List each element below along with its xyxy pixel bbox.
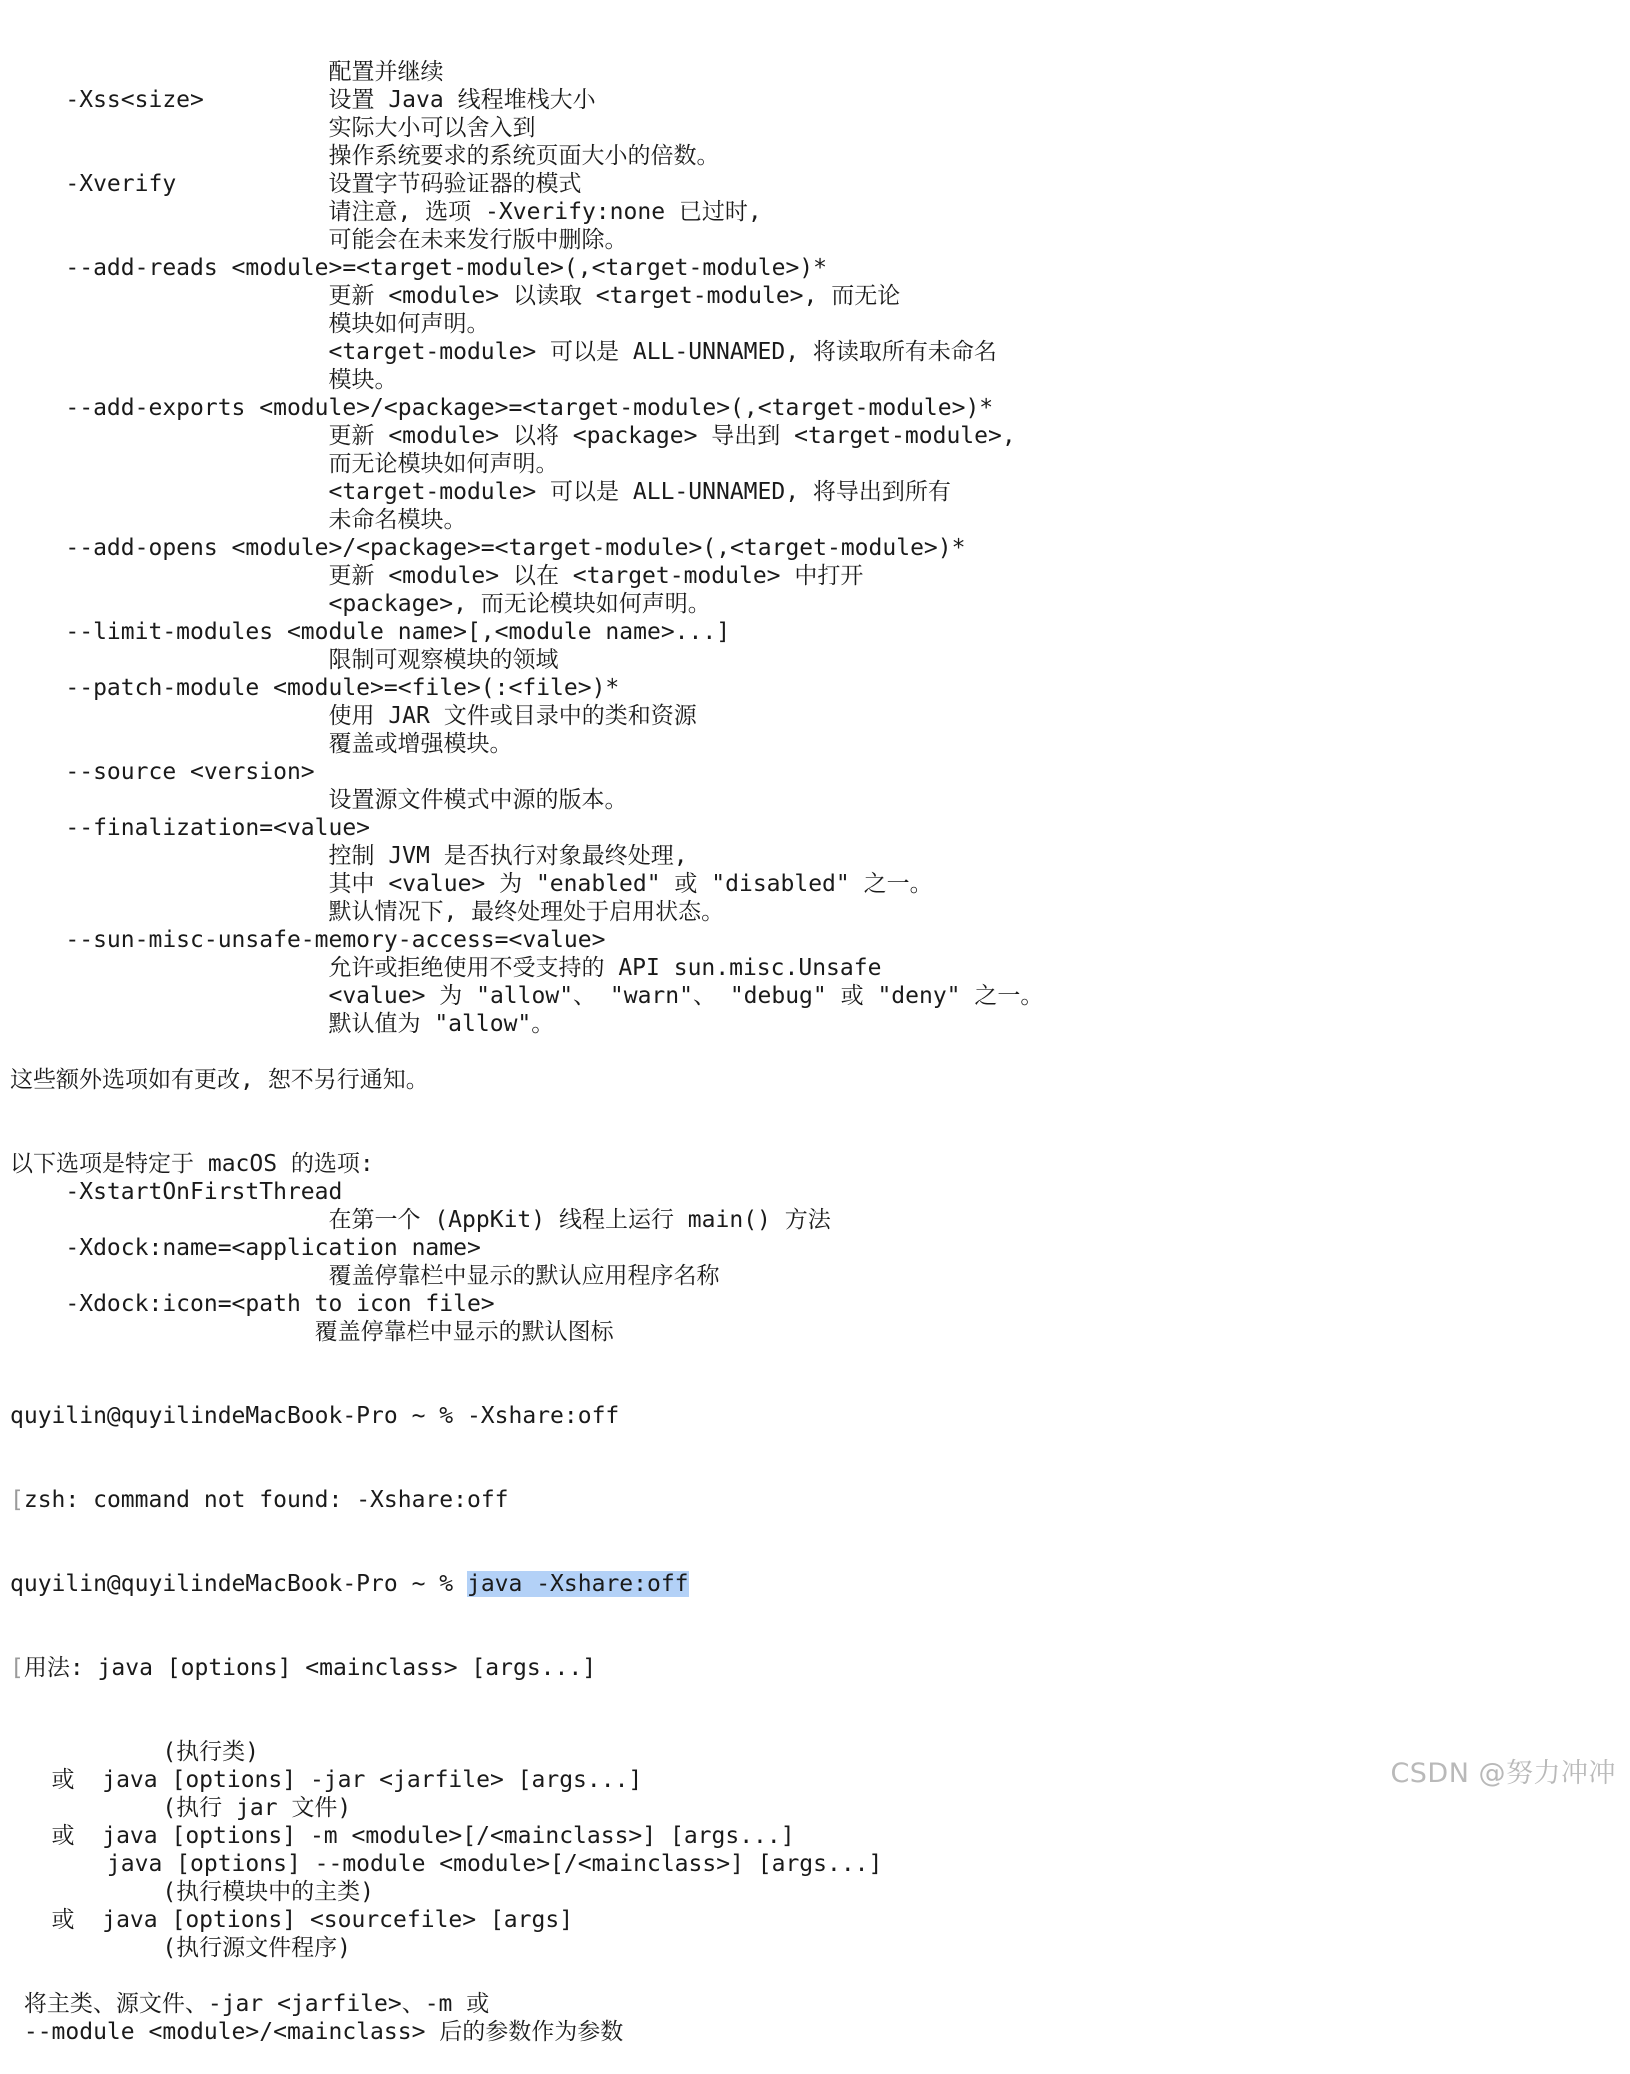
terminal-line: --add-reads <module>=<target-module>(,<target-module>)* xyxy=(10,255,827,281)
terminal-line: 操作系统要求的系统页面大小的倍数。 xyxy=(10,143,720,169)
terminal-line: <target-module> 可以是 ALL-UNNAMED, 将导出到所有 xyxy=(10,479,951,505)
terminal-line: --limit-modules <module name>[,<module name>...] xyxy=(10,619,731,645)
terminal-line: 覆盖停靠栏中显示的默认图标 xyxy=(10,1319,614,1345)
terminal-line: 在第一个 (AppKit) 线程上运行 main() 方法 xyxy=(10,1207,831,1233)
usage-line: (执行源文件程序) xyxy=(10,1935,352,1961)
usage-line: (执行类) xyxy=(10,1739,260,1765)
terminal-line: 限制可观察模块的领域 xyxy=(10,647,559,673)
usage-line: 或 java [options] -m <module>[/<mainclass>] [args...] xyxy=(10,1823,795,1849)
error-text: zsh: command not found: -Xshare:off xyxy=(23,1487,509,1513)
usage-line: (执行模块中的主类) xyxy=(10,1879,375,1905)
terminal-line: <target-module> 可以是 ALL-UNNAMED, 将读取所有未命名 xyxy=(10,339,997,365)
terminal-line: 默认值为 "allow"。 xyxy=(10,1011,555,1037)
shell-prompt: quyilin@quyilindeMacBook-Pro ~ % xyxy=(10,1571,467,1597)
terminal-line: --sun-misc-unsafe-memory-access=<value> xyxy=(10,927,606,953)
terminal-line: --add-exports <module>/<package>=<target-module>(,<target-module>)* xyxy=(10,395,994,421)
terminal-line: -Xdock:icon=<path to icon file> xyxy=(10,1291,495,1317)
usage-first-line: 用法: java [options] <mainclass> [args...] xyxy=(23,1655,597,1681)
terminal-line: 配置并继续 xyxy=(10,59,444,85)
terminal-line: -Xverify 设置字节码验证器的模式 xyxy=(10,171,582,197)
terminal-line: 而无论模块如何声明。 xyxy=(10,451,559,477)
terminal-line: 以下选项是特定于 macOS 的选项: xyxy=(10,1151,374,1177)
terminal-line: 使用 JAR 文件或目录中的类和资源 xyxy=(10,703,697,729)
terminal-line: quyilin@quyilindeMacBook-Pro ~ % -Xshare:off xyxy=(10,1403,620,1429)
usage-line: 或 java [options] <sourcefile> [args] xyxy=(10,1907,574,1933)
usage-line: 将主类、源文件、-jar <jarfile>、-m 或 xyxy=(10,1991,490,2017)
terminal-line xyxy=(10,1374,1610,1402)
terminal-line: -Xss<size> 设置 Java 线程堆栈大小 xyxy=(10,87,596,113)
usage-header-line xyxy=(10,1654,1610,1682)
terminal-line: 更新 <module> 以将 <package> 导出到 <target-module>, xyxy=(10,423,1016,449)
terminal-line: 其中 <value> 为 "enabled" 或 "disabled" 之一。 xyxy=(10,871,933,897)
terminal-line: --finalization=<value> xyxy=(10,815,371,841)
line-gutter-mark: [ xyxy=(10,1487,24,1513)
terminal-line: 设置源文件模式中源的版本。 xyxy=(10,787,628,813)
terminal-error-line xyxy=(10,1486,1610,1514)
terminal-line: -Xdock:name=<application name> xyxy=(10,1235,481,1261)
terminal-line: 控制 JVM 是否执行对象最终处理, xyxy=(10,843,688,869)
csdn-watermark: CSDN @努力冲冲 xyxy=(1390,1758,1616,1789)
terminal-line: 默认情况下, 最终处理处于启用状态。 xyxy=(10,899,725,925)
usage-line: 或 java [options] -jar <jarfile> [args...] xyxy=(10,1767,643,1793)
terminal-line: <package>, 而无论模块如何声明。 xyxy=(10,591,711,617)
usage-line xyxy=(10,1962,1610,1990)
terminal-line: --add-opens <module>/<package>=<target-module>(,<target-module>)* xyxy=(10,535,966,561)
usage-line: java [options] --module <module>[/<mainclass>] [args...] xyxy=(10,1851,883,1877)
usage-line: (执行 jar 文件) xyxy=(10,1795,352,1821)
terminal-line: 实际大小可以舍入到 xyxy=(10,115,536,141)
terminal-line: 允许或拒绝使用不受支持的 API sun.misc.Unsafe xyxy=(10,955,882,981)
terminal-line: 未命名模块。 xyxy=(10,507,467,533)
line-gutter-mark: [ xyxy=(10,1655,24,1681)
terminal-line: 覆盖或增强模块。 xyxy=(10,731,513,757)
terminal-line xyxy=(10,1346,1610,1374)
terminal-line: 覆盖停靠栏中显示的默认应用程序名称 xyxy=(10,1263,720,1289)
terminal-line: --source <version> xyxy=(10,759,315,785)
terminal-line xyxy=(10,1094,1610,1122)
terminal-line: 这些额外选项如有更改, 恕不另行通知。 xyxy=(10,1067,429,1093)
usage-line: --module <module>/<mainclass> 后的参数作为参数 xyxy=(10,2019,624,2045)
terminal-help-output xyxy=(10,58,1610,1430)
terminal-line xyxy=(10,1038,1610,1066)
terminal-line: 可能会在未来发行版中删除。 xyxy=(10,227,628,253)
terminal-line: -XstartOnFirstThread xyxy=(10,1179,343,1205)
terminal-line: 更新 <module> 以在 <target-module> 中打开 xyxy=(10,563,864,589)
terminal-line xyxy=(10,1122,1610,1150)
terminal-line: <value> 为 "allow"、 "warn"、 "debug" 或 "deny" 之一。 xyxy=(10,983,1044,1009)
terminal-prompt-line[interactable] xyxy=(10,1570,1610,1598)
terminal-usage-output xyxy=(10,1738,1610,2046)
selected-command-text[interactable]: java -Xshare:off xyxy=(466,1571,689,1597)
terminal-line: 模块如何声明。 xyxy=(10,311,490,337)
terminal-line: 请注意, 选项 -Xverify:none 已过时, xyxy=(10,199,762,225)
terminal-output[interactable] xyxy=(10,2,1610,2074)
terminal-line: 模块。 xyxy=(10,367,398,393)
terminal-line: 更新 <module> 以读取 <target-module>, 而无论 xyxy=(10,283,901,309)
terminal-line: --patch-module <module>=<file>(:<file>)* xyxy=(10,675,620,701)
